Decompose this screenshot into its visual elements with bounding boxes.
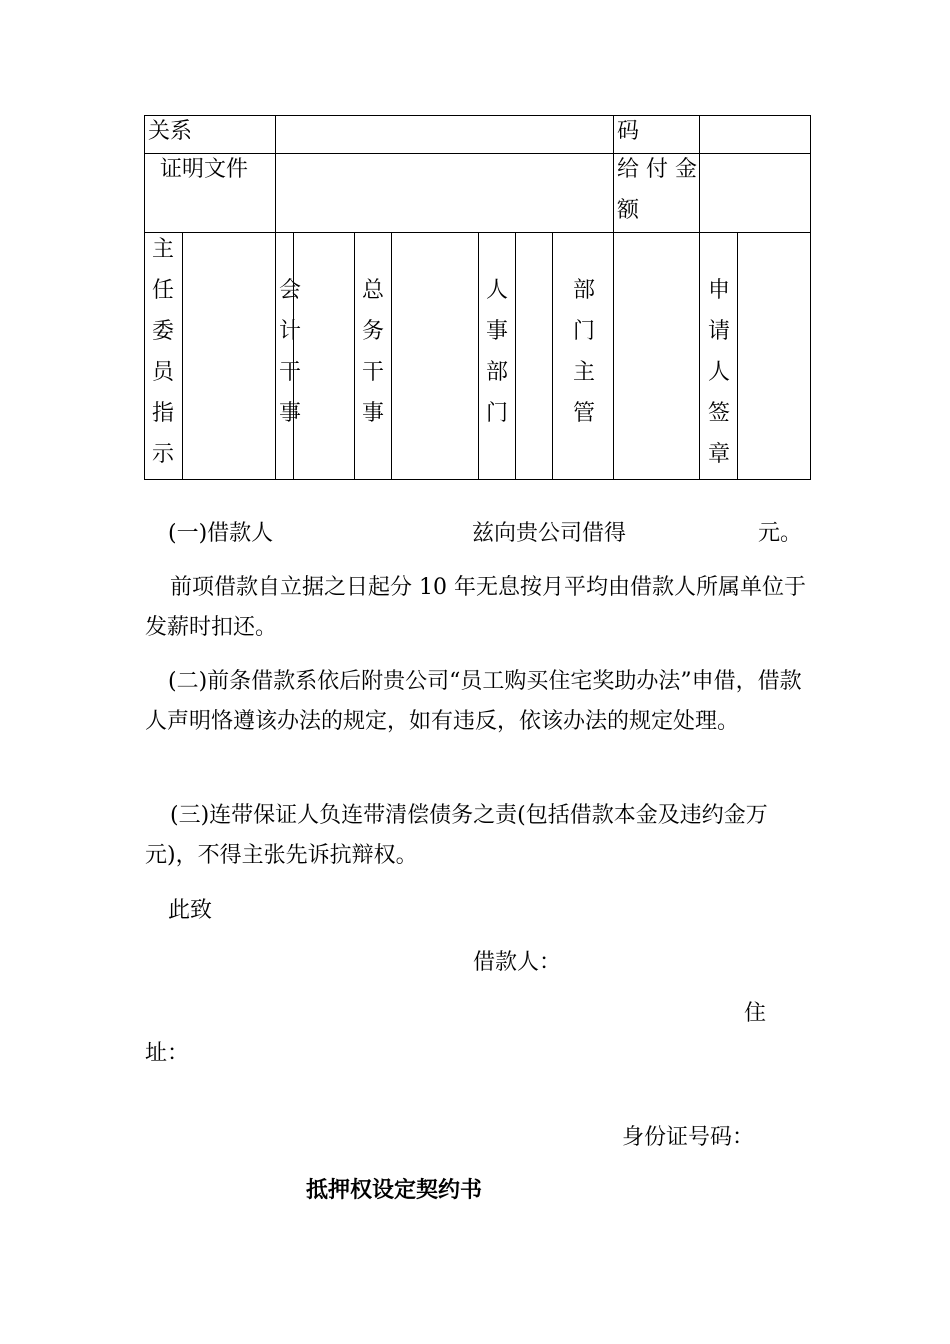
clause-1-prefix: (一)借款人 xyxy=(168,521,274,546)
salutation: 此致 xyxy=(168,898,213,923)
proof-document-label: 证明文件 xyxy=(160,157,249,182)
address-label-part1: 住 xyxy=(744,1001,767,1026)
clause-1-body: 前项借款自立据之日起分 10 年无息按月平均由借款人所属单位于发薪时扣还。 xyxy=(145,575,806,640)
code-label: 码 xyxy=(617,119,640,144)
clause-3: (三)连带保证人负连带清偿债务之责(包括借款本金及违约金万元)，不得主张先诉抗辩权。 xyxy=(145,803,768,868)
general-affairs-label: 总 务 干 事 xyxy=(361,278,384,426)
relation-label: 关系 xyxy=(148,119,193,144)
department-head-label: 部 门 主 管 xyxy=(572,278,595,426)
borrower-signature-label: 借款人： xyxy=(473,950,562,975)
accountant-label: 会 计 干 事 xyxy=(278,278,301,426)
clause-1-suffix: 元。 xyxy=(758,521,803,546)
address-label-part2: 址： xyxy=(145,1041,190,1066)
hr-department-label: 人 事 部 门 xyxy=(485,278,508,426)
mortgage-contract-title: 抵押权设定契约书 xyxy=(306,1177,483,1203)
payment-amount-label-line1: 给 付 金 xyxy=(617,157,697,182)
clause-2: (二)前条借款系依后附贵公司“员工购买住宅奖助办法”申借，借款人声明恪遵该办法的规定，如有违反，依该办法的规定处理。 xyxy=(145,669,802,734)
applicant-seal-label: 申 请 人 签 章 xyxy=(707,278,730,467)
chief-committee-instruction-label: 主 任 委 员 指 示 xyxy=(151,237,174,467)
payment-amount-label-line2: 额 xyxy=(617,198,640,223)
id-number-label: 身份证号码： xyxy=(622,1125,755,1150)
clause-1-middle: 兹向贵公司借得 xyxy=(472,521,627,546)
